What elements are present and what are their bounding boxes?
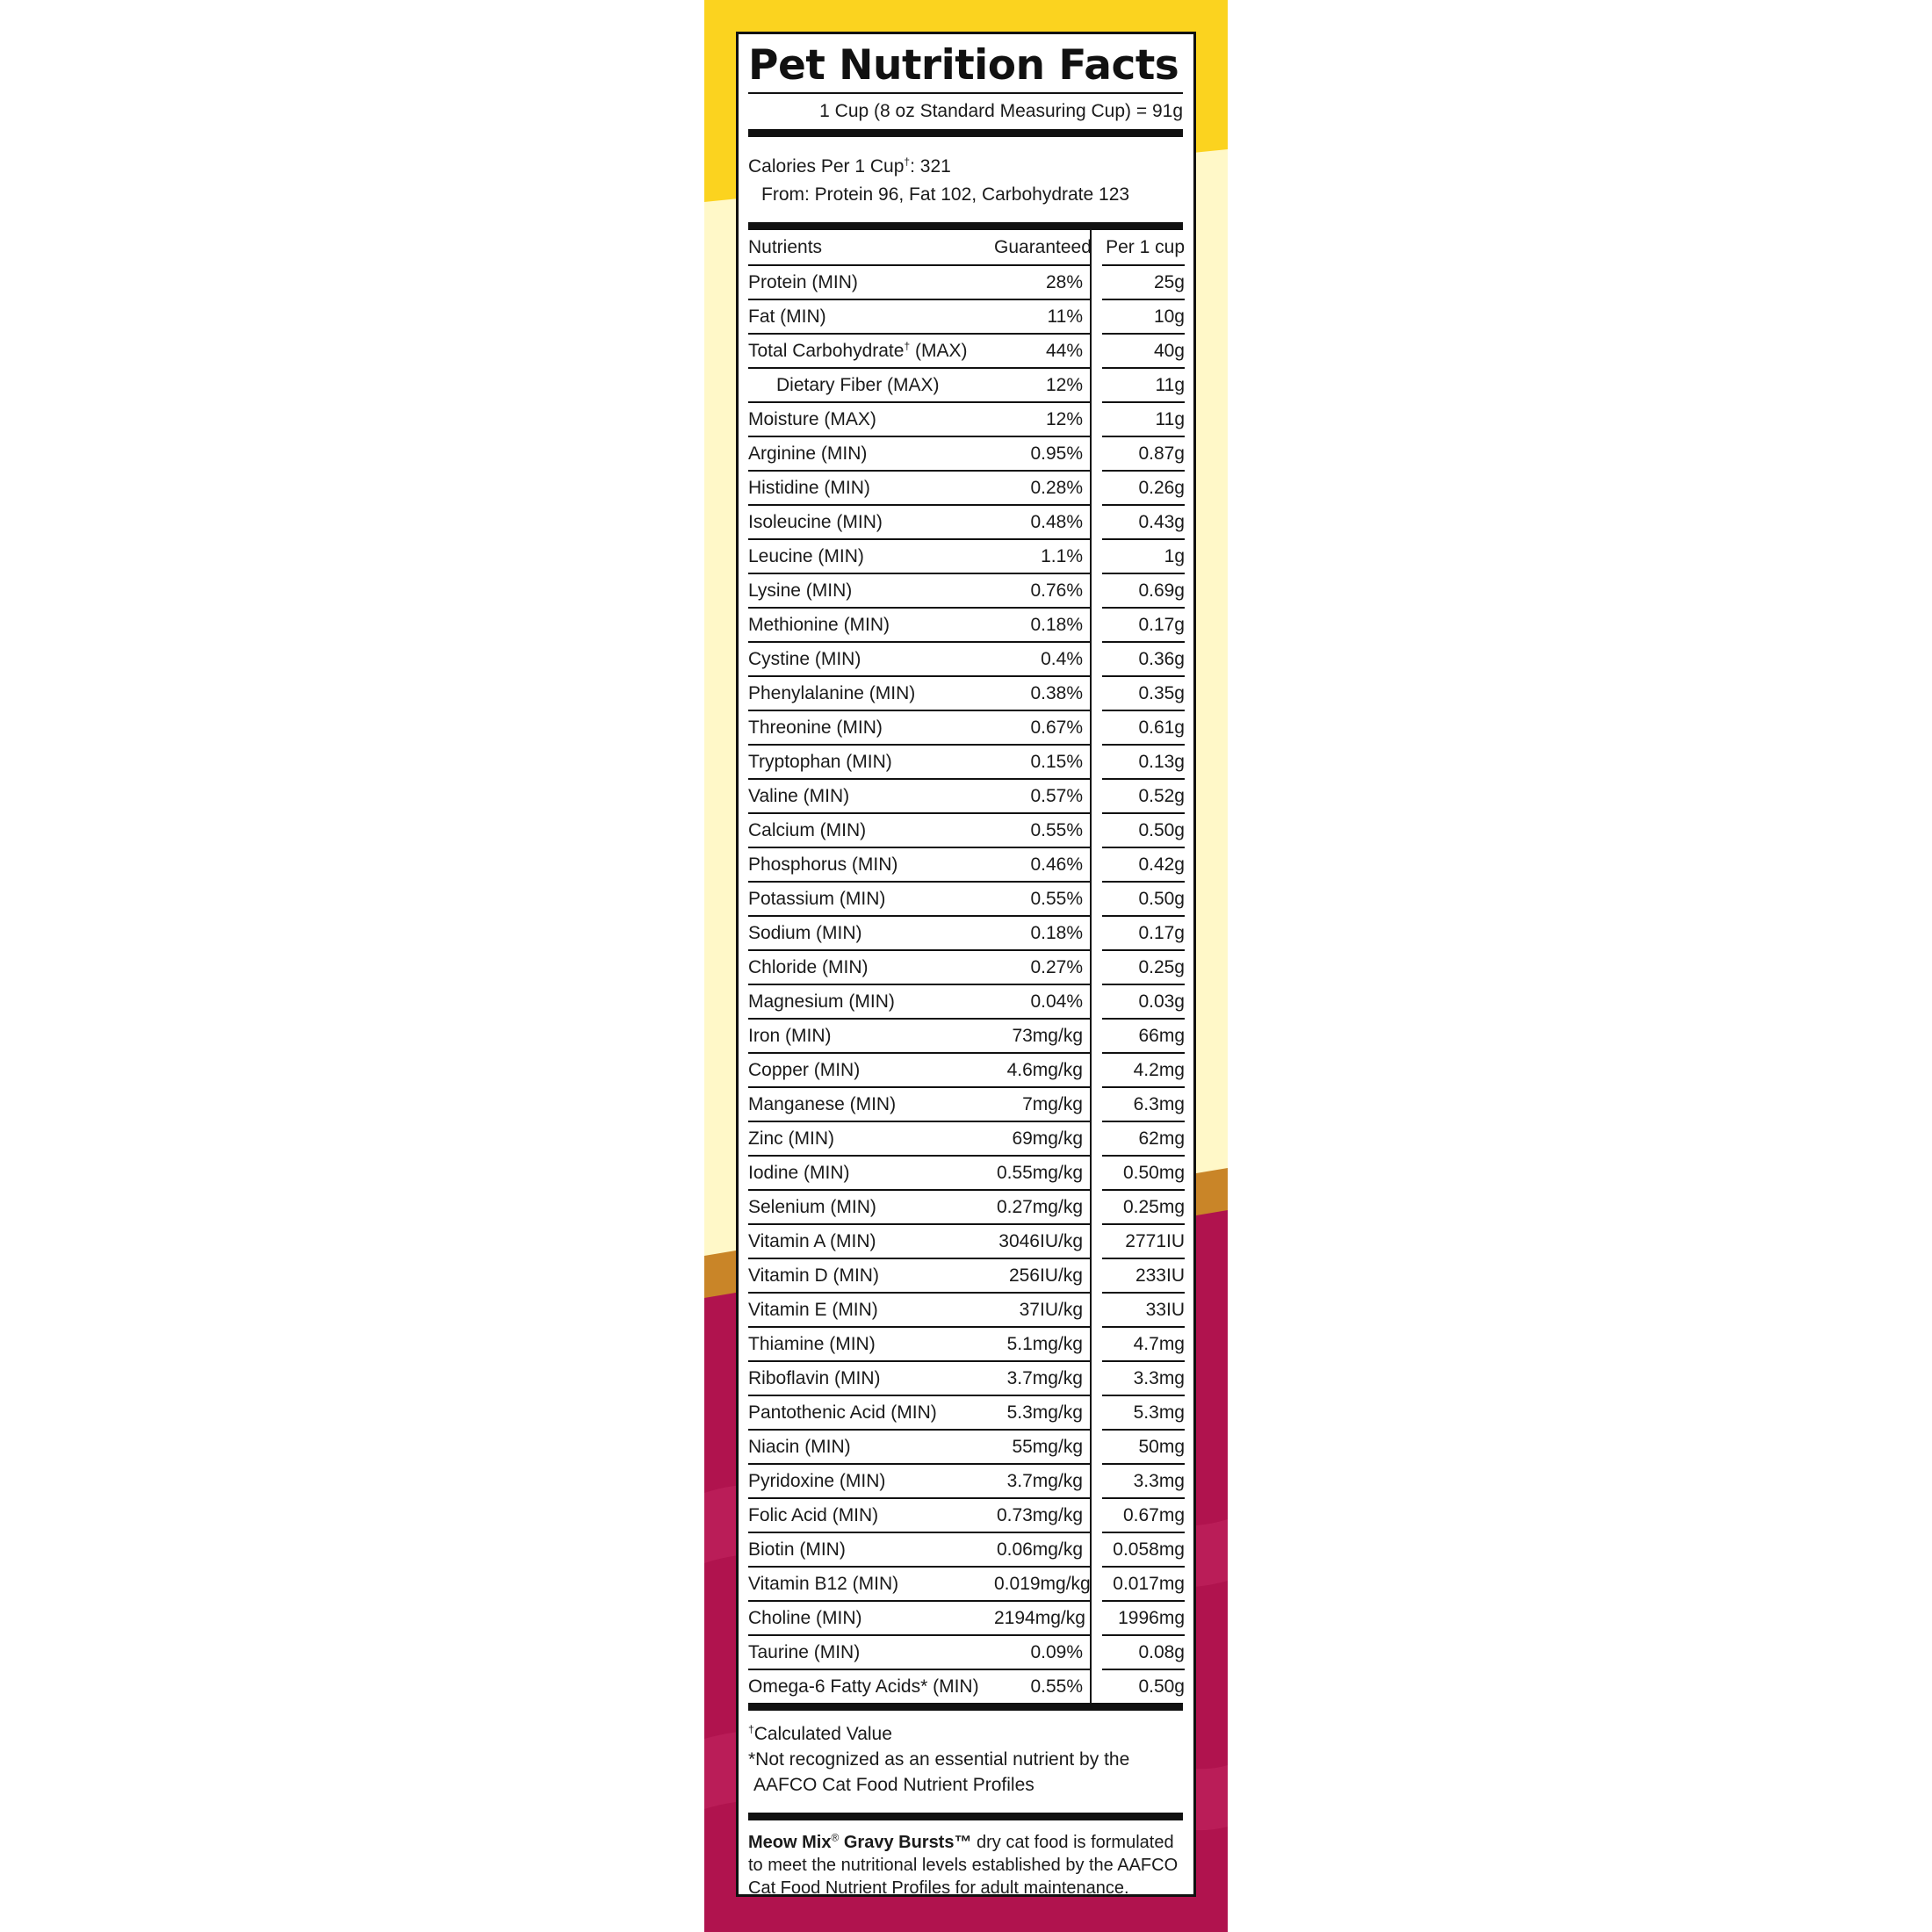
footnote-dagger-text: Calculated Value: [753, 1724, 892, 1744]
table-row: [748, 471, 1185, 505]
table-row: [748, 745, 1185, 779]
per-cup-value: 0.67mg: [1102, 1498, 1185, 1532]
table-row: [748, 505, 1185, 539]
guaranteed-value: 0.019mg/kg: [994, 1567, 1091, 1601]
table-row: [748, 1087, 1185, 1121]
nutrient-name: [748, 1293, 994, 1327]
nutrient-name-suffix: (MAX): [910, 340, 968, 361]
guaranteed-value: 0.38%: [994, 676, 1091, 710]
guaranteed-value: 11%: [994, 299, 1091, 334]
per-cup-value: 0.25mg: [1102, 1190, 1185, 1224]
guaranteed-value: 44%: [994, 334, 1091, 368]
column-divider: [1091, 1121, 1102, 1156]
footnotes: [748, 1711, 1183, 1813]
nutrient-name: [748, 1190, 994, 1224]
guaranteed-value: 0.95%: [994, 436, 1091, 471]
header-guaranteed: Guaranteed: [994, 230, 1091, 265]
per-cup-value: 0.43g: [1102, 505, 1185, 539]
nutrient-dagger: †: [904, 339, 911, 352]
per-cup-value: 40g: [1102, 334, 1185, 368]
guaranteed-value: 0.06mg/kg: [994, 1532, 1091, 1567]
column-divider: [1091, 1190, 1102, 1224]
nutrient-name-text: Chloride (MIN): [748, 956, 869, 977]
nutrient-name-text: Vitamin E (MIN): [748, 1299, 878, 1320]
column-divider: [1091, 1087, 1102, 1121]
per-cup-value: 0.13g: [1102, 745, 1185, 779]
nutrient-name-text: Isoleucine (MIN): [748, 511, 883, 532]
table-row: [748, 402, 1185, 436]
table-row: [748, 1327, 1185, 1361]
per-cup-value: 4.2mg: [1102, 1053, 1185, 1087]
guaranteed-value: 0.15%: [994, 745, 1091, 779]
calories-line: [748, 153, 1183, 181]
column-divider: [1091, 1395, 1102, 1430]
calories-value: : 321: [910, 156, 951, 177]
column-divider: [1091, 334, 1102, 368]
guaranteed-value: 0.09%: [994, 1635, 1091, 1669]
nutrient-name: [748, 1258, 994, 1293]
nutrient-name: [748, 1087, 994, 1121]
column-divider: [1091, 1498, 1102, 1532]
table-row: [748, 1053, 1185, 1087]
nutrient-name-text: Dietary Fiber (MAX): [776, 374, 940, 395]
column-divider: [1091, 505, 1102, 539]
guaranteed-value: 0.18%: [994, 608, 1091, 642]
column-divider: [1091, 779, 1102, 813]
calories-dagger: †: [904, 155, 911, 168]
guaranteed-value: 0.55%: [994, 813, 1091, 847]
table-row: [748, 1019, 1185, 1053]
nutrient-name-text: Choline (MIN): [748, 1607, 862, 1628]
calories-from: From: Protein 96, Fat 102, Carbohydrate 123: [761, 184, 1130, 205]
nutrient-name-text: Niacin (MIN): [748, 1436, 851, 1457]
per-cup-value: 11g: [1102, 402, 1185, 436]
nutrient-name: [748, 1498, 994, 1532]
nutrient-name-text: Valine (MIN): [748, 785, 850, 806]
column-divider: [1091, 1019, 1102, 1053]
nutrient-name: [748, 1395, 994, 1430]
nutrient-name-text: Tryptophan (MIN): [748, 751, 892, 772]
per-cup-value: 0.058mg: [1102, 1532, 1185, 1567]
nutrient-name-text: Iodine (MIN): [748, 1162, 850, 1183]
nutrient-name: [748, 608, 994, 642]
nutrient-name-text: Selenium (MIN): [748, 1196, 876, 1217]
table-row: [748, 334, 1185, 368]
guaranteed-value: 12%: [994, 402, 1091, 436]
guaranteed-value: 0.55mg/kg: [994, 1156, 1091, 1190]
table-row: [748, 779, 1185, 813]
column-divider: [1091, 882, 1102, 916]
guaranteed-value: 256IU/kg: [994, 1258, 1091, 1293]
nutrient-name: [748, 436, 994, 471]
nutrient-name: [748, 1156, 994, 1190]
per-cup-value: 25g: [1102, 265, 1185, 299]
column-divider: [1091, 1361, 1102, 1395]
header-nutrients: Nutrients: [748, 230, 994, 265]
table-row: [748, 1121, 1185, 1156]
nutrient-name-text: Sodium (MIN): [748, 922, 862, 943]
guaranteed-value: 0.73mg/kg: [994, 1498, 1091, 1532]
nutrient-name: [748, 676, 994, 710]
column-divider: [1091, 1601, 1102, 1635]
aafco-statement: [748, 1820, 1183, 1900]
guaranteed-value: 0.04%: [994, 984, 1091, 1019]
column-divider: [1091, 1224, 1102, 1258]
column-divider: [1091, 573, 1102, 608]
footnote-dagger: [748, 1721, 1183, 1747]
table-row: [748, 608, 1185, 642]
nutrient-name-text: Protein (MIN): [748, 271, 858, 292]
column-divider: [1091, 950, 1102, 984]
product-name: Gravy Bursts™: [839, 1833, 972, 1852]
nutrient-name: [748, 539, 994, 573]
column-divider: [1091, 436, 1102, 471]
guaranteed-value: 37IU/kg: [994, 1293, 1091, 1327]
per-cup-value: 1996mg: [1102, 1601, 1185, 1635]
nutrient-name: [748, 299, 994, 334]
calories-block: [748, 137, 1183, 222]
table-row: [748, 573, 1185, 608]
column-divider: [1091, 1258, 1102, 1293]
nutrient-name: [748, 1635, 994, 1669]
guaranteed-value: 12%: [994, 368, 1091, 402]
guaranteed-value: 0.76%: [994, 573, 1091, 608]
per-cup-value: 0.08g: [1102, 1635, 1185, 1669]
nutrient-name-text: Folic Acid (MIN): [748, 1504, 879, 1525]
column-divider: [1091, 676, 1102, 710]
nutrient-name-text: Calcium (MIN): [748, 819, 867, 840]
table-row: [748, 1567, 1185, 1601]
table-row: [748, 539, 1185, 573]
nutrient-name-text: Leucine (MIN): [748, 545, 864, 566]
nutrient-name: [748, 984, 994, 1019]
guaranteed-value: 0.27%: [994, 950, 1091, 984]
nutrient-name: [748, 710, 994, 745]
column-divider: [1091, 916, 1102, 950]
table-row: [748, 1156, 1185, 1190]
statement-text: dry cat food is formulated to meet the nutritional levels established by the AAFCO Cat Food Nutrient Profiles for adult maintenance.: [748, 1833, 1179, 1898]
nutrient-name: [748, 1053, 994, 1087]
guaranteed-value: 7mg/kg: [994, 1087, 1091, 1121]
nutrient-name-text: Phenylalanine (MIN): [748, 682, 916, 703]
table-row: [748, 1293, 1185, 1327]
nutrient-name: [748, 505, 994, 539]
nutrient-name: [748, 402, 994, 436]
per-cup-value: 0.017mg: [1102, 1567, 1185, 1601]
nutrient-name-text: Methionine (MIN): [748, 614, 890, 635]
guaranteed-value: 3.7mg/kg: [994, 1361, 1091, 1395]
guaranteed-value: 0.27mg/kg: [994, 1190, 1091, 1224]
column-divider: [1091, 608, 1102, 642]
per-cup-value: 0.25g: [1102, 950, 1185, 984]
table-row: [748, 368, 1185, 402]
per-cup-value: 0.50mg: [1102, 1156, 1185, 1190]
table-row: [748, 1498, 1185, 1532]
guaranteed-value: 0.18%: [994, 916, 1091, 950]
table-header-row: [748, 230, 1185, 265]
footnote-rule: [748, 1813, 1183, 1820]
guaranteed-value: 0.55%: [994, 882, 1091, 916]
column-divider: [1091, 265, 1102, 299]
per-cup-value: 0.69g: [1102, 573, 1185, 608]
per-cup-value: 3.3mg: [1102, 1464, 1185, 1498]
guaranteed-value: 0.28%: [994, 471, 1091, 505]
nutrient-name: [748, 1224, 994, 1258]
column-divider: [1091, 710, 1102, 745]
nutrient-name-text: Iron (MIN): [748, 1025, 832, 1046]
table-row: [748, 813, 1185, 847]
column-divider: [1091, 847, 1102, 882]
column-divider: [1091, 1156, 1102, 1190]
nutrient-name: [748, 1669, 994, 1703]
column-divider: [1091, 1669, 1102, 1703]
per-cup-value: 62mg: [1102, 1121, 1185, 1156]
nutrient-name: [748, 1464, 994, 1498]
table-row: [748, 265, 1185, 299]
nutrient-name: [748, 950, 994, 984]
nutrient-name: [748, 882, 994, 916]
per-cup-value: 5.3mg: [1102, 1395, 1185, 1430]
per-cup-value: 3.3mg: [1102, 1361, 1185, 1395]
nutrient-name-text: Fat (MIN): [748, 306, 826, 327]
calories-label: Calories Per 1 Cup: [748, 156, 905, 177]
nutrient-name-text: Moisture (MAX): [748, 408, 876, 429]
registered-mark: ®: [831, 1831, 840, 1844]
nutrient-name: [748, 471, 994, 505]
guaranteed-value: 0.4%: [994, 642, 1091, 676]
column-divider: [1091, 745, 1102, 779]
nutrient-name: [748, 265, 994, 299]
table-row: [748, 847, 1185, 882]
guaranteed-value: 5.1mg/kg: [994, 1327, 1091, 1361]
nutrient-name-text: Potassium (MIN): [748, 888, 886, 909]
table-bottom-rule: [748, 1703, 1183, 1711]
nutrient-name-text: Cystine (MIN): [748, 648, 861, 669]
guaranteed-value: 1.1%: [994, 539, 1091, 573]
guaranteed-value: 0.46%: [994, 847, 1091, 882]
table-row: [748, 1532, 1185, 1567]
per-cup-value: 0.03g: [1102, 984, 1185, 1019]
guaranteed-value: 69mg/kg: [994, 1121, 1091, 1156]
table-row: [748, 1190, 1185, 1224]
per-cup-value: 0.50g: [1102, 813, 1185, 847]
per-cup-value: 10g: [1102, 299, 1185, 334]
nutrient-name: [748, 573, 994, 608]
column-divider: [1091, 402, 1102, 436]
guaranteed-value: 4.6mg/kg: [994, 1053, 1091, 1087]
column-divider: [1091, 1635, 1102, 1669]
column-divider: [1091, 1567, 1102, 1601]
serving-size: 1 Cup (8 oz Standard Measuring Cup) = 91g: [819, 101, 1183, 121]
nutrient-name: [748, 1121, 994, 1156]
nutrient-name: [748, 779, 994, 813]
nutrient-name: [748, 813, 994, 847]
table-row: [748, 1601, 1185, 1635]
nutrient-name-text: Vitamin D (MIN): [748, 1265, 879, 1286]
per-cup-value: 0.50g: [1102, 882, 1185, 916]
nutrient-name: [748, 847, 994, 882]
per-cup-value: 4.7mg: [1102, 1327, 1185, 1361]
column-divider: [1091, 1053, 1102, 1087]
column-divider: [1091, 1327, 1102, 1361]
table-row: [748, 950, 1185, 984]
per-cup-value: 0.35g: [1102, 676, 1185, 710]
nutrient-name-text: Vitamin B12 (MIN): [748, 1573, 899, 1594]
table-row: [748, 710, 1185, 745]
per-cup-value: 0.50g: [1138, 1676, 1185, 1697]
column-divider: [1091, 642, 1102, 676]
guaranteed-value: 2194mg/kg: [994, 1601, 1091, 1635]
column-divider: [1091, 299, 1102, 334]
guaranteed-value: 0.48%: [994, 505, 1091, 539]
table-row: [748, 1258, 1185, 1293]
footnote-asterisk-line1: *Not recognized as an essential nutrient by the: [748, 1749, 1130, 1770]
calories-rule: [748, 222, 1183, 230]
column-divider: [1091, 1532, 1102, 1567]
footnote-asterisk-line2: AAFCO Cat Food Nutrient Profiles: [753, 1775, 1034, 1795]
nutrient-name: [748, 1327, 994, 1361]
nutrient-name-text: Threonine (MIN): [748, 717, 883, 738]
per-cup-value: 1g: [1102, 539, 1185, 573]
nutrients-table: [748, 230, 1185, 1703]
per-cup-value: 50mg: [1102, 1430, 1185, 1464]
table-row: [748, 984, 1185, 1019]
nutrient-name-text: Omega-6 Fatty Acids* (MIN): [748, 1676, 979, 1697]
nutrient-name-text: Pantothenic Acid (MIN): [748, 1402, 937, 1423]
column-divider: [1091, 539, 1102, 573]
nutrient-name-text: Riboflavin (MIN): [748, 1367, 881, 1388]
table-row: [748, 916, 1185, 950]
per-cup-value: 0.87g: [1102, 436, 1185, 471]
table-row: [748, 642, 1185, 676]
nutrient-name: [748, 745, 994, 779]
table-row: [748, 1464, 1185, 1498]
per-cup-value: 11g: [1102, 368, 1185, 402]
table-row: [748, 882, 1185, 916]
guaranteed-value: 5.3mg/kg: [994, 1395, 1091, 1430]
column-divider: [1091, 368, 1102, 402]
per-cup-value: 0.52g: [1102, 779, 1185, 813]
guaranteed-value: 73mg/kg: [994, 1019, 1091, 1053]
nutrient-name: [748, 368, 994, 402]
column-divider: [1091, 813, 1102, 847]
serving-rule: [748, 129, 1183, 137]
panel-title: Pet Nutrition Facts: [748, 41, 1179, 90]
table-row: [748, 1224, 1185, 1258]
nutrient-name-text: Biotin (MIN): [748, 1539, 846, 1560]
table-row: [748, 436, 1185, 471]
nutrient-name-text: Thiamine (MIN): [748, 1333, 876, 1354]
nutrient-name-text: Manganese (MIN): [748, 1093, 897, 1114]
nutrient-name-text: Lysine (MIN): [748, 580, 853, 601]
nutrient-name: [748, 1601, 994, 1635]
nutrient-name: [748, 334, 994, 368]
nutrient-name-text: Zinc (MIN): [748, 1128, 834, 1149]
nutrient-name: [748, 1567, 994, 1601]
column-divider: [1091, 1293, 1102, 1327]
nutrient-name: [748, 1430, 994, 1464]
column-divider: [1091, 471, 1102, 505]
nutrient-name: [748, 1361, 994, 1395]
per-cup-value: 0.42g: [1102, 847, 1185, 882]
nutrient-name-text: Pyridoxine (MIN): [748, 1470, 886, 1491]
brand-name: Meow Mix: [748, 1833, 832, 1852]
nutrient-name-text: Total Carbohydrate: [748, 340, 905, 361]
nutrient-name: [748, 1019, 994, 1053]
footnote-dagger-mark: †: [748, 1723, 754, 1735]
per-cup-value: 0.26g: [1102, 471, 1185, 505]
nutrient-name-text: Magnesium (MIN): [748, 991, 895, 1012]
per-cup-value: 233IU: [1102, 1258, 1185, 1293]
nutrient-name-text: Arginine (MIN): [748, 443, 868, 464]
per-cup-value: 33IU: [1102, 1293, 1185, 1327]
guaranteed-value: 55mg/kg: [994, 1430, 1091, 1464]
guaranteed-value: 0.67%: [994, 710, 1091, 745]
nutrient-name: [748, 642, 994, 676]
guaranteed-value: 3046IU/kg: [994, 1224, 1091, 1258]
guaranteed-value: 0.55%: [1030, 1676, 1083, 1697]
nutrient-name: [748, 916, 994, 950]
guaranteed-value: 0.57%: [994, 779, 1091, 813]
nutrient-name-text: Taurine (MIN): [748, 1641, 861, 1662]
nutrient-name-text: Phosphorus (MIN): [748, 854, 898, 875]
per-cup-value: 2771IU: [1102, 1224, 1185, 1258]
per-cup-value: 0.17g: [1102, 608, 1185, 642]
per-cup-value: 66mg: [1102, 1019, 1185, 1053]
table-row: [748, 1395, 1185, 1430]
nutrient-name-text: Vitamin A (MIN): [748, 1230, 876, 1251]
nutrient-name: [748, 1532, 994, 1567]
nutrition-facts-panel: [736, 32, 1196, 1897]
table-row: [748, 299, 1185, 334]
table-row: [748, 1669, 1185, 1703]
header-per-cup: Per 1 cup: [1102, 230, 1185, 265]
table-row: [748, 676, 1185, 710]
per-cup-value: 0.17g: [1102, 916, 1185, 950]
column-divider: [1091, 1464, 1102, 1498]
per-cup-value: 0.36g: [1102, 642, 1185, 676]
nutrient-name-text: Histidine (MIN): [748, 477, 870, 498]
guaranteed-value: 28%: [994, 265, 1091, 299]
nutrient-name-text: Copper (MIN): [748, 1059, 861, 1080]
column-divider: [1091, 230, 1102, 265]
column-divider: [1091, 984, 1102, 1019]
table-row: [748, 1430, 1185, 1464]
per-cup-value: 6.3mg: [1102, 1087, 1185, 1121]
table-row: [748, 1361, 1185, 1395]
per-cup-value: 0.61g: [1102, 710, 1185, 745]
table-row: [748, 1635, 1185, 1669]
guaranteed-value: 3.7mg/kg: [994, 1464, 1091, 1498]
column-divider: [1091, 1430, 1102, 1464]
